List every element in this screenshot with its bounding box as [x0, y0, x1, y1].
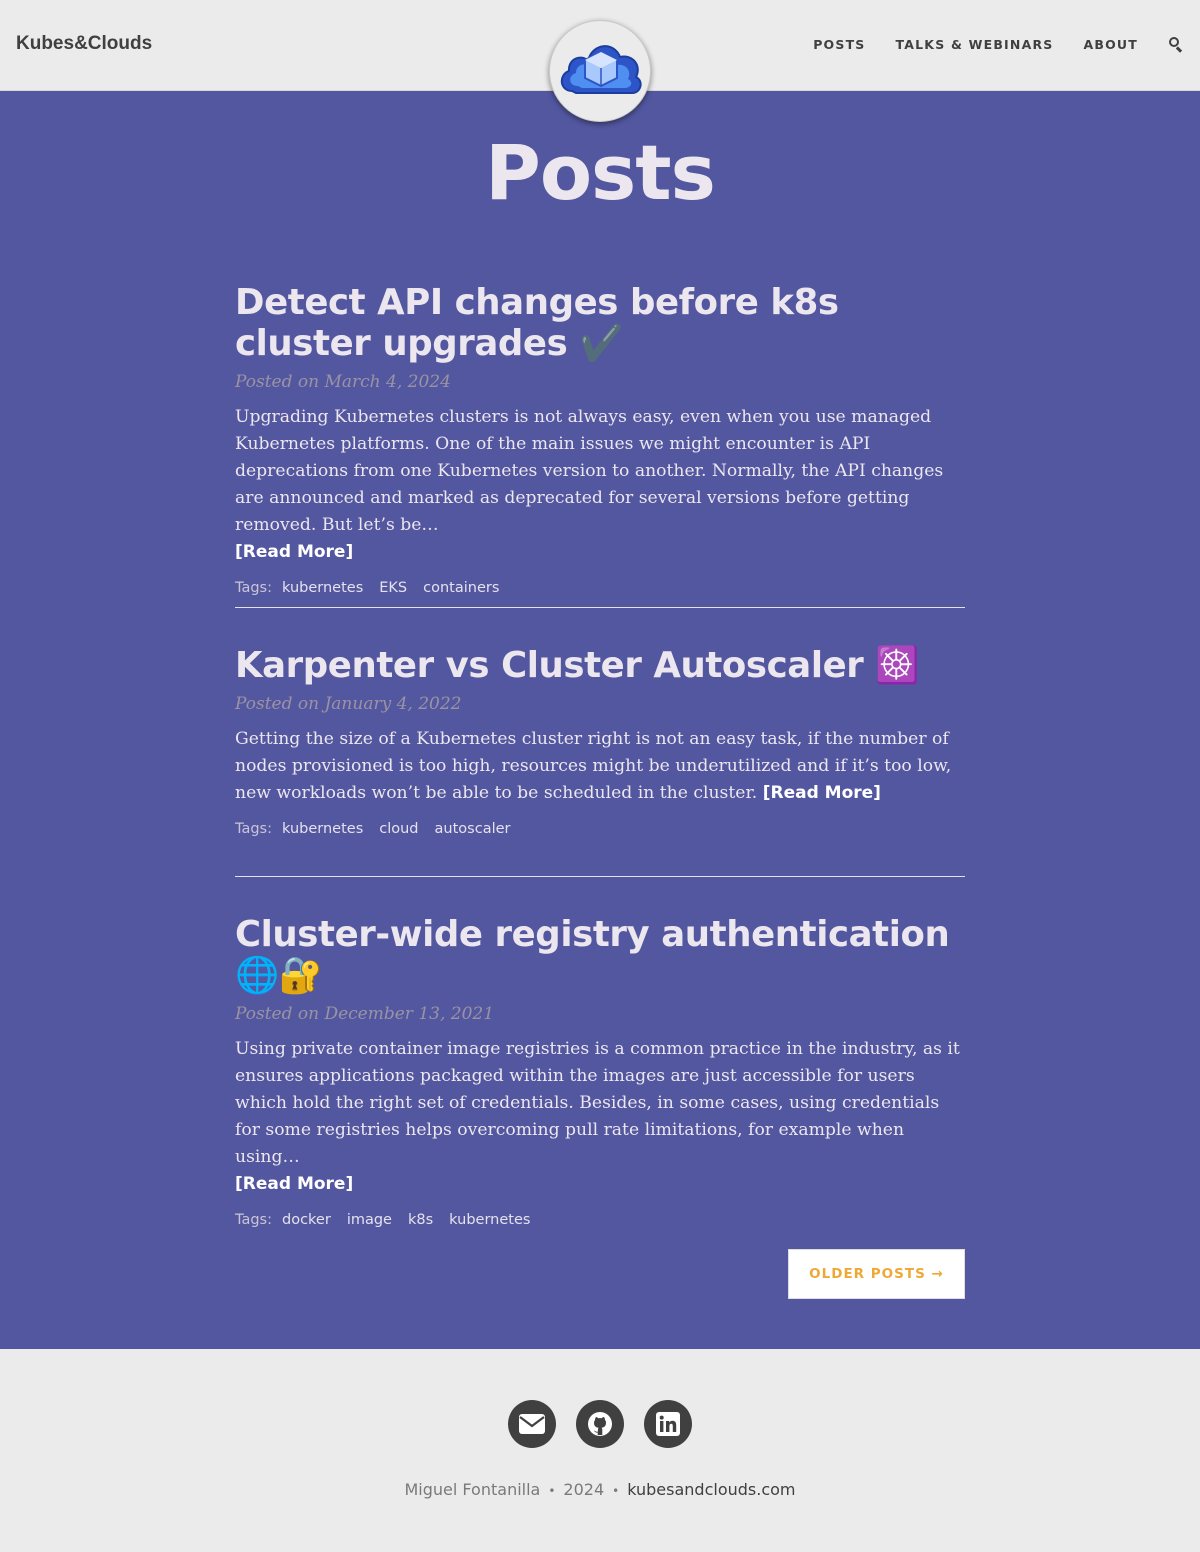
footer [0, 1349, 1200, 1552]
tag-link[interactable]: cloud [379, 821, 419, 837]
brand-link[interactable]: Kubes&Clouds [16, 33, 153, 54]
tag-link[interactable]: kubernetes [449, 1212, 531, 1228]
tag-link[interactable]: image [346, 1212, 392, 1228]
copyright [0, 1480, 1200, 1499]
separator: • [612, 1484, 620, 1498]
read-more-link[interactable]: [Read More] [762, 783, 881, 803]
copyright-year: 2024 [563, 1480, 605, 1499]
post-excerpt [235, 404, 965, 566]
separator: • [548, 1484, 556, 1498]
nav-links [813, 36, 1200, 52]
tag-link[interactable]: EKS [379, 580, 408, 596]
tag-link[interactable]: autoscaler [434, 821, 511, 837]
post-date: Posted on December 13, 2021 [235, 1004, 495, 1024]
post-preview [235, 914, 965, 1228]
post-preview [235, 282, 965, 596]
post-excerpt [235, 726, 965, 807]
post-excerpt-text: Getting the size of a Kubernetes cluster right is not an easy task, if the number of nodes provisioned is too high, resources might be underutilized and if it’s too low, new workloads won’t be able to be scheduled in the cluster. [235, 729, 952, 803]
post-tags [235, 580, 965, 596]
search-icon[interactable] [1168, 36, 1184, 52]
site-link[interactable]: kubesandclouds.com [627, 1480, 796, 1499]
post-date: Posted on March 4, 2024 [235, 372, 451, 392]
avatar[interactable] [549, 20, 651, 122]
nav-link-talks-webinars[interactable]: TALKS & WEBINARS [895, 36, 1054, 52]
tags-label: Tags: [235, 821, 272, 837]
nav-link-posts[interactable]: POSTS [813, 36, 866, 52]
linkedin-icon[interactable] [644, 1400, 692, 1448]
post-tags [235, 1212, 965, 1228]
post-date: Posted on January 4, 2022 [235, 694, 462, 714]
tags-label: Tags: [235, 1212, 272, 1228]
tags-label: Tags: [235, 580, 272, 596]
page-title: Posts [485, 128, 715, 217]
read-more-link[interactable]: [Read More] [235, 542, 354, 562]
tag-link[interactable]: containers [423, 580, 500, 596]
post-tags [235, 821, 965, 837]
author-name: Miguel Fontanilla [404, 1480, 541, 1499]
post-excerpt [235, 1036, 965, 1198]
post-title[interactable]: Cluster-wide registry authentication 🌐🔐 [235, 914, 950, 996]
post-title[interactable]: Karpenter vs Cluster Autoscaler ☸️ [235, 645, 920, 686]
read-more-link[interactable]: [Read More] [235, 1174, 354, 1194]
nav-link-about[interactable]: ABOUT [1083, 36, 1138, 52]
post-preview [235, 645, 965, 837]
envelope-icon[interactable] [508, 1400, 556, 1448]
tag-link[interactable]: docker [282, 1212, 331, 1228]
older-posts-button[interactable]: OLDER POSTS → [788, 1249, 965, 1299]
cloud-cube-logo-icon [550, 21, 651, 122]
post-title[interactable]: Detect API changes before k8s cluster upgrades ✔️ [235, 282, 839, 364]
social-links [508, 1400, 712, 1448]
tag-link[interactable]: k8s [407, 1212, 434, 1228]
github-icon[interactable] [576, 1400, 624, 1448]
tag-link[interactable]: kubernetes [282, 821, 364, 837]
post-divider [235, 607, 965, 608]
post-excerpt-text: Using private container image registries is a common practice in the industry, as it ensures applications packaged within the images are just accessible for users which hold the right set of credentials. Besides, in some cases, using credentials for some registries helps overcoming pull rate limitations, for example when using… [235, 1039, 960, 1167]
post-divider [235, 876, 965, 877]
post-excerpt-text: Upgrading Kubernetes clusters is not always easy, even when you use managed Kubernetes platforms. One of the main issues we might encounter is API deprecations from one Kubernetes version to another. Normally, the API changes are announced and marked as deprecated for several versions before getting removed. But let’s be… [235, 407, 944, 535]
tag-link[interactable]: kubernetes [282, 580, 364, 596]
